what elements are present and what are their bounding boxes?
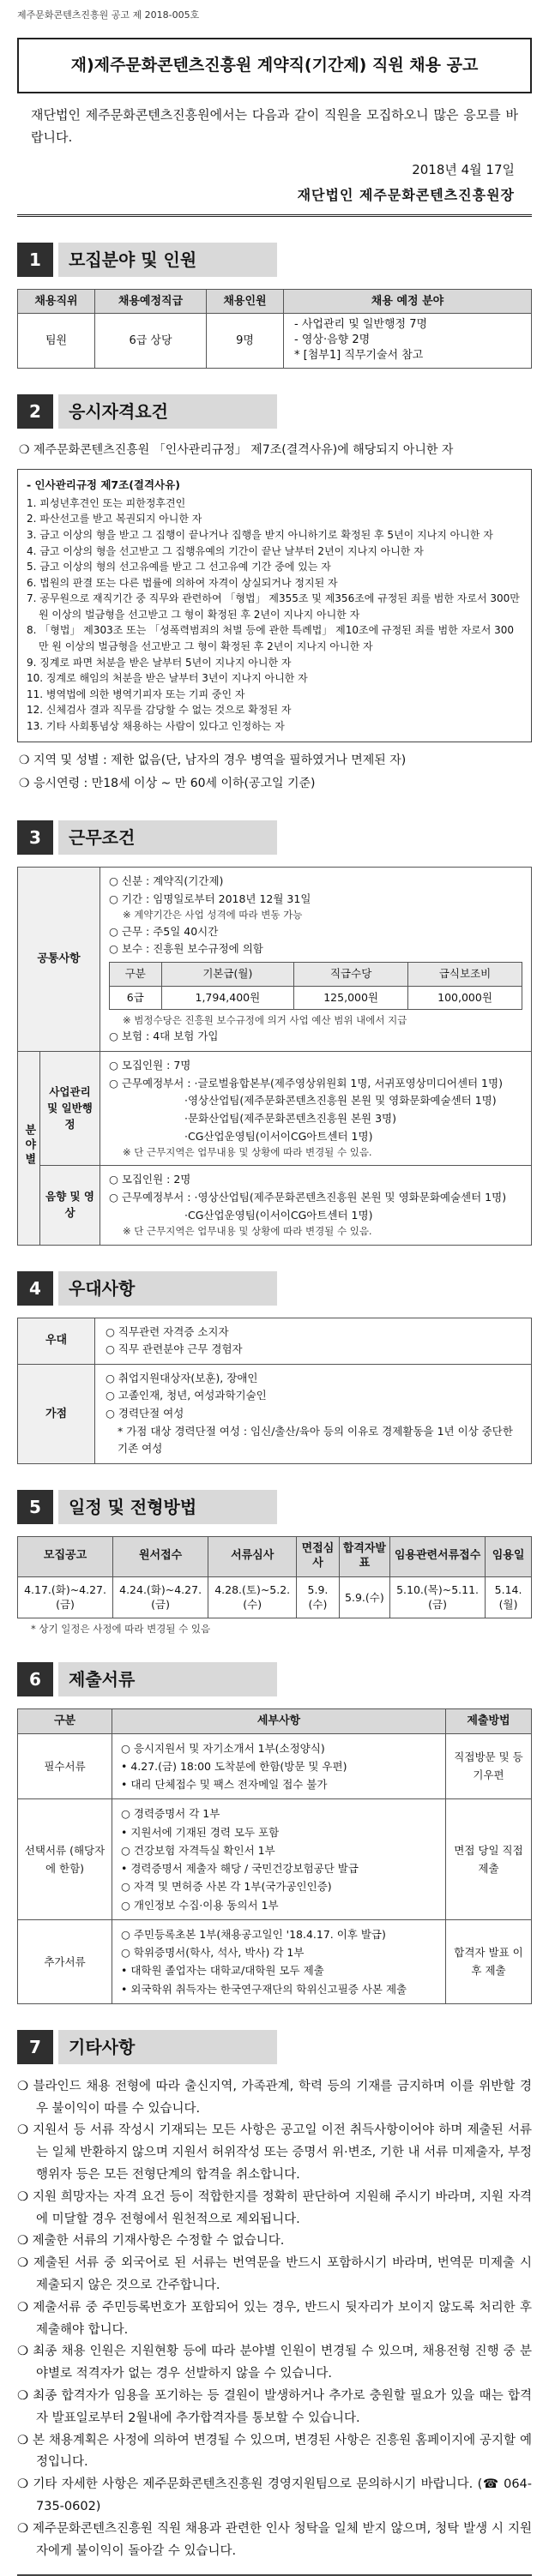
- biz-line: ·영상산업팀(제주문화콘텐츠진흥원 본원 및 영화문화예술센터 1명): [184, 1094, 497, 1108]
- biz-line: ○ 근무예정부서 : ·글로벌융합본부(제주영상위원회 1명, 서귀포영상미디어센터 1명): [109, 1076, 503, 1090]
- table-row: [18, 1318, 532, 1364]
- pay-header: 직급수당: [294, 962, 408, 986]
- list-item: 3. 금고 이상의 형을 받고 그 집행이 끝나거나 집행을 받지 아니하기로 확정된 후 5년이 지나지 아니한 자: [27, 528, 493, 541]
- biz-line: ·CG산업운영팀(이서이CG아트센터 1명): [184, 1129, 373, 1143]
- disqualification-box: [17, 469, 532, 742]
- section-number: 5: [17, 1490, 53, 1524]
- section-number: 7: [17, 2030, 53, 2064]
- av-line: ○ 근무예정부서 : ·영상산업팀(제주문화콘텐츠진흥원 본원 및 영화문화예술센터 1명): [109, 1191, 507, 1204]
- list-item: 8. 「형법」 제303조 또는 「성폭력범죄의 처벌 등에 관한 특례법」 제10조에 규정된 죄를 범한 자로서 300만 원 이상의 벌금형을 선고받고 그 형이 확정된 후 2년이 지나지 아니한 자: [27, 624, 515, 653]
- pay-header: 급식보조비: [408, 962, 522, 986]
- list-item: 10. 징계로 해임의 처분을 받은 날부터 3년이 지나지 아니한 자: [27, 672, 308, 685]
- common-label: 공통사항: [18, 868, 100, 1052]
- schedule-cell: 5.9.(수): [339, 1576, 389, 1618]
- doc-line: • 4.27.(금) 18:00 도착분에 한함(방문 및 우편): [121, 1759, 347, 1773]
- table-row: [18, 1799, 532, 1920]
- bonus-cell: [95, 1364, 532, 1463]
- list-item: 13. 기타 사회통념상 채용하는 사람이 있다고 인정하는 자: [27, 720, 285, 733]
- qualification-lead: ❍ 제주문화콘텐츠진흥원 「인사관리규정」 제7조(결격사유)에 해당되지 아니한 자: [19, 442, 454, 457]
- title-divider: [17, 214, 532, 217]
- preference-cell: [95, 1318, 532, 1364]
- section-2-header: [17, 394, 532, 429]
- column-header: 세부사항: [112, 1709, 446, 1734]
- list-item: 5. 금고 이상의 형의 선고유예를 받고 그 선고유예 기간 중에 있는 자: [27, 561, 331, 573]
- disqualification-title: - 인사관리규정 제7조(결격사유): [27, 478, 180, 492]
- document-number: 제주문화콘텐츠진흥원 공고 제 2018-005호: [17, 9, 200, 21]
- common-line: ○ 기간 : 임명일로부터 2018년 12월 31일: [109, 892, 311, 905]
- biz-line: ·문화산업팀(제주문화콘텐츠진흥원 본원 3명): [184, 1111, 396, 1125]
- doc-line: • 외국학위 취득자는 한국연구재단의 학위신고필증 사본 제출: [121, 1982, 407, 1996]
- column-header: 면접심사: [297, 1536, 339, 1576]
- doc-method: 면접 당일 직접 제출: [446, 1799, 532, 1920]
- section-7-header: [17, 2030, 532, 2064]
- doc-line: • 지원서에 기재된 경력 모두 포함: [121, 1825, 280, 1839]
- doc-method: 합격자 발표 이후 제출: [446, 1919, 532, 2003]
- section-title: 우대사항: [58, 1271, 277, 1306]
- bonus-label: 가점: [18, 1364, 95, 1463]
- section-title: 제출서류: [58, 1662, 277, 1696]
- issuer-name: 재단법인 제주문화콘텐츠진흥원장: [297, 186, 515, 203]
- fields-cell: [284, 314, 532, 369]
- recruit-table: [17, 289, 532, 369]
- bonus-line: ○ 취업지원대상자(보훈), 장애인: [106, 1371, 258, 1384]
- av-line: ·CG산업운영팀(이서이CG아트센터 1명): [184, 1208, 373, 1222]
- list-item: 12. 신체검사 결과 직무를 감당할 수 없는 것으로 확정된 자: [27, 704, 292, 717]
- biz-cell: [100, 1052, 532, 1166]
- schedule-table: [17, 1536, 532, 1618]
- list-item: ❍ 제출한 서류의 기재사항은 수정할 수 없습니다.: [17, 2234, 285, 2249]
- section-number: 4: [17, 1271, 53, 1306]
- bonus-line: ○ 경력단절 여성: [106, 1407, 184, 1420]
- pay-table: [109, 962, 522, 1010]
- column-header: 서류심사: [208, 1536, 297, 1576]
- section-3-header: [17, 820, 532, 855]
- list-item: 2. 파산선고를 받고 복권되지 아니한 자: [27, 513, 202, 525]
- grade-cell: 6급 상당: [95, 314, 207, 369]
- av-label: 음향 및 영상: [40, 1166, 100, 1245]
- list-item: ❍ 제출된 서류 중 외국어로 된 서류는 번역문을 반드시 포함하시기 바라며, 번역문 미제출 시 제출되지 않은 것으로 간주합니다.: [17, 2256, 533, 2292]
- list-item: ❍ 블라인드 채용 전형에 따라 출신지역, 가족관계, 학력 등의 기재를 금지하며 이를 위반할 경우 불이익이 따를 수 있습니다.: [17, 2079, 532, 2116]
- column-header: 원서접수: [113, 1536, 208, 1576]
- list-item: 9. 징계로 파면 처분을 받은 날부터 5년이 지나지 아니한 자: [27, 656, 292, 669]
- section-number: 1: [17, 243, 53, 277]
- biz-label: 사업관리 및 일반행정: [40, 1052, 100, 1166]
- column-header: 채용 예정 분야: [284, 289, 532, 314]
- preference-line: ○ 직무관련 자격증 소지자: [106, 1324, 229, 1338]
- pay-cell: 125,000원: [294, 986, 408, 1010]
- schedule-cell: 5.10.(목)~5.11.(금): [390, 1576, 486, 1618]
- field-line: - 사업관리 및 일반행정 7명: [294, 318, 428, 331]
- list-item: 7. 공무원으로 재직기간 중 직무와 관련하여 「형법」 제355조 및 제356조에 규정된 죄를 범한 자로서 300만 원 이상의 벌금형을 선고받고 그 형이 확정된 후 2년이 지나지 아니한 자: [27, 592, 520, 621]
- bonus-line: ○ 고졸인재, 청년, 여성과학기술인: [106, 1389, 267, 1402]
- doc-line: ○ 학위증명서(학사, 석사, 박사) 각 1부: [121, 1946, 305, 1960]
- doc-details: [112, 1799, 446, 1920]
- schedule-cell: 4.24.(화)~4.27.(금): [113, 1576, 208, 1618]
- section-title: 일정 및 전형방법: [58, 1490, 277, 1524]
- list-item: ❍ 최종 합격자가 임용을 포기하는 등 결원이 발생하거나 추가로 충원할 필요가 있을 때는 합격자 발표일로부터 2월내에 추가합격자를 통보할 수 있습니다.: [17, 2388, 532, 2425]
- list-item: ❍ 제주문화콘텐츠진흥원 직원 채용과 관련한 인사 청탁을 일체 받지 않으며, 청탁 발생 시 지원자에게 불이익이 돌아갈 수 있습니다.: [17, 2521, 532, 2558]
- section-title: 응시자격요건: [58, 394, 277, 429]
- av-line: ○ 모집인원 : 2명: [109, 1173, 191, 1186]
- list-item: ❍ 지원서 등 서류 작성시 기재되는 모든 사항은 공고일 이전 취득사항이어야 하며 제출된 서류는 일체 반환하지 않으며 지원서 허위작성 또는 증명서 위·변조, 기한 내 서류 미제출자, 부정행위자 등은 모든 전형단계의 합격을 취소합니다.: [17, 2123, 532, 2182]
- section-number: 3: [17, 820, 53, 855]
- section-title: 모집분야 및 인원: [58, 243, 277, 277]
- list-item: ❍ 본 채용계획은 사정에 의하여 변경될 수 있으며, 변경된 사항은 진흥원 홈페이지에 공지할 예정입니다.: [17, 2433, 532, 2470]
- schedule-note: * 상기 일정은 사정에 따라 변경될 수 있음: [31, 1622, 211, 1635]
- field-line: * [첨부1] 직무기술서 참고: [294, 349, 424, 363]
- common-line: ○ 근무 : 주5일 40시간: [109, 924, 219, 938]
- section-4-header: [17, 1271, 532, 1306]
- list-item: 4. 금고 이상의 형을 선고받고 그 집행유예의 기간이 끝난 날부터 2년이 지나지 아니한 자: [27, 544, 424, 557]
- list-item: 1. 피성년후견인 또는 피한정후견인: [27, 496, 186, 509]
- section-number: 6: [17, 1662, 53, 1696]
- bonus-note: * 가점 대상 경력단절 여성 : 임신/출산/육아 등의 이유로 경제활동을 1년 이상 중단한 기존 여성: [118, 1424, 513, 1456]
- intro-text: 재단법인 제주문화콘텐츠진흥원에서는 다음과 같이 직원을 모집하오니 많은 응모를 바랍니다.: [31, 106, 518, 145]
- preference-table: [17, 1318, 532, 1464]
- section-title: 근무조건: [58, 820, 277, 855]
- av-note: ※ 단 근무지역은 업무내용 및 상황에 따라 변경될 수 있음.: [123, 1225, 372, 1238]
- pay-cell: 1,794,400원: [161, 986, 294, 1010]
- common-cell: [100, 868, 532, 1052]
- common-line: ○ 신분 : 계약직(기간제): [109, 874, 224, 888]
- list-item: ❍ 기타 자세한 사항은 제주문화콘텐츠진흥원 경영지원팀으로 문의하시기 바랍니다. (☎ 064-735-0602): [17, 2477, 533, 2513]
- doc-line: ○ 자격 및 면허증 사본 각 1부(국가공인인증): [121, 1880, 332, 1894]
- common-line: ○ 보수 : 진흥원 보수규정에 의함: [109, 942, 263, 956]
- pay-cell: 100,000원: [408, 986, 522, 1010]
- column-header: 채용인원: [207, 289, 284, 314]
- column-header: 채용예정직급: [95, 289, 207, 314]
- doc-method: 직접방문 및 등기우편: [446, 1733, 532, 1799]
- av-cell: [100, 1166, 532, 1245]
- by-field-label: 분야별: [18, 1052, 40, 1246]
- count-cell: 9명: [207, 314, 284, 369]
- documents-table: [17, 1708, 532, 2004]
- list-item: 11. 병역법에 의한 병역기피자 또는 기피 중인 자: [27, 688, 245, 700]
- table-row: [18, 1919, 532, 2003]
- list-item: ❍ 제출서류 중 주민등록번호가 포함되어 있는 경우, 반드시 뒷자리가 보이지 않도록 처리한 후 제출해야 합니다.: [17, 2300, 532, 2337]
- schedule-cell: 4.28.(토)~5.2.(수): [208, 1576, 297, 1618]
- pay-note: ※ 범정수당은 진흥원 보수규정에 의거 사업 예산 범위 내에서 지급: [123, 1014, 407, 1027]
- biz-note: ※ 단 근무지역은 업무내용 및 상황에 따라 변경될 수 있음.: [123, 1146, 372, 1159]
- column-header: 채용직위: [18, 289, 95, 314]
- column-header: 임용일: [486, 1536, 532, 1576]
- column-header: 제출방법: [446, 1709, 532, 1734]
- doc-line: • 경력증명서 제출자 해당 / 국민건강보험공단 발급: [121, 1862, 359, 1876]
- section-1-header: [17, 243, 532, 277]
- schedule-cell: 4.17.(화)~4.27.(금): [18, 1576, 113, 1618]
- schedule-cell: 5.9.(수): [297, 1576, 339, 1618]
- table-row: [18, 1576, 532, 1618]
- doc-line: ○ 개인정보 수집·이용 동의서 1부: [121, 1898, 279, 1912]
- section-5-header: [17, 1490, 532, 1524]
- age-note: ❍ 응시연령 : 만18세 이상 ~ 만 60세 이하(공고일 기준): [19, 777, 316, 791]
- column-header: 합격자발표: [339, 1536, 389, 1576]
- doc-line: • 대학원 졸업자는 대학교/대학원 모두 제출: [121, 1964, 324, 1978]
- section-number: 2: [17, 394, 53, 429]
- notice-date: 2018년 4월 17일: [412, 162, 515, 177]
- section-title: 기타사항: [58, 2030, 277, 2064]
- column-header: 임용관련서류접수: [390, 1536, 486, 1576]
- doc-line: ○ 주민등록초본 1부(채용공고일인 '18.4.17. 이후 발급): [121, 1927, 386, 1941]
- schedule-cell: 5.14.(월): [486, 1576, 532, 1618]
- notice-title: 재)제주문화콘텐츠진흥원 계약직(기간제) 직원 채용 공고: [17, 38, 532, 93]
- table-row: [18, 1733, 532, 1799]
- table-row: [110, 986, 522, 1010]
- list-item: 6. 법원의 판결 또는 다른 법률에 의하여 자격이 상실되거나 정지된 자: [27, 576, 338, 589]
- doc-details: [112, 1733, 446, 1799]
- table-row: [18, 314, 532, 369]
- doc-type: 필수서류: [18, 1733, 112, 1799]
- column-header: 모집공고: [18, 1536, 113, 1576]
- list-item: ❍ 지원 희망자는 자격 요건 등이 적합한지를 정확히 판단하여 지원해 주시기 바라며, 지원 자격에 미달할 경우 전형에서 원천적으로 제외됩니다.: [17, 2189, 532, 2226]
- doc-line: ○ 응시지원서 및 자기소개서 1부(소정양식): [121, 1741, 325, 1755]
- doc-type: 선택서류 (해당자에 한함): [18, 1799, 112, 1920]
- other-notes-list: [17, 2076, 532, 2563]
- table-row: [18, 1364, 532, 1463]
- region-gender-note: ❍ 지역 및 성별 : 제한 없음(단, 남자의 경우 병역을 필하였거나 면제된 자): [19, 753, 407, 767]
- field-line: - 영상·음향 2명: [294, 333, 371, 347]
- doc-details: [112, 1919, 446, 2003]
- pay-cell: 6급: [110, 986, 162, 1010]
- doc-line: ○ 경력증명서 각 1부: [121, 1807, 220, 1821]
- position-cell: 팀원: [18, 314, 95, 369]
- pay-header: 구분: [110, 962, 162, 986]
- list-item: ❍ 최종 채용 인원은 지원현황 등에 따라 분야별 인원이 변경될 수 있으며, 채용전형 진행 중 분야별로 적격자가 없는 경우 선발하지 않을 수 있습니다.: [17, 2345, 533, 2381]
- preference-line: ○ 직무 관련분야 근무 경험자: [106, 1342, 243, 1356]
- doc-line: • 대리 단체접수 및 팩스 전자메일 접수 불가: [121, 1778, 328, 1792]
- work-conditions-table: [17, 867, 532, 1245]
- column-header: 구분: [18, 1709, 112, 1734]
- biz-line: ○ 모집인원 : 7명: [109, 1059, 191, 1072]
- doc-line: ○ 건강보험 자격득실 확인서 1부: [121, 1843, 275, 1857]
- section-6-header: [17, 1662, 532, 1696]
- pay-header: 기본급(월): [161, 962, 294, 986]
- doc-type: 추가서류: [18, 1919, 112, 2003]
- preference-label: 우대: [18, 1318, 95, 1364]
- common-note: ※ 계약기간은 사업 성격에 따라 변동 가능: [123, 909, 303, 922]
- insurance-line: ○ 보험 : 4대 보험 가입: [109, 1030, 219, 1043]
